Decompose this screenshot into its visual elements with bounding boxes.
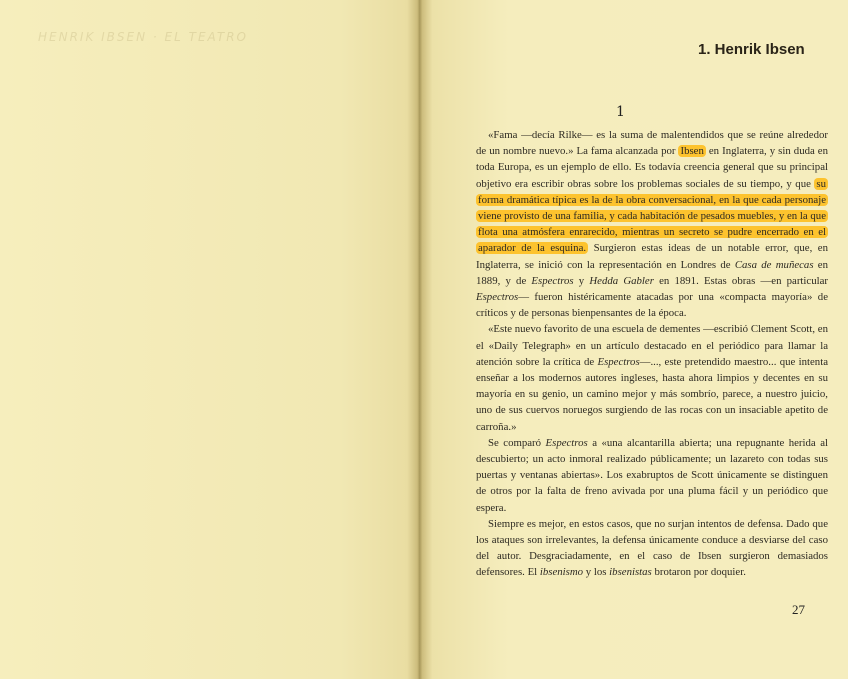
text-run: Surgieron estas ideas de un notable error, que, en Inglaterra, se inició con la representación en Londres de (476, 242, 828, 271)
highlight-passage[interactable]: su forma dramática típica es la de la obra conversacional, en la que cada personaje viene provisto de una familia, y cada habitación de pesados muebles, y en la que flota una atmósfera enrarecido, mientras un secreto se pudre encerrado en el aparador de la esquina. (478, 177, 826, 255)
italic-title: Casa de muñecas (734, 258, 814, 271)
text-run: en Inglaterra, y sin duda en toda Europa, es un ejemplo de ello. Es todavía creencia general que su principal objetivo era escribir obras sobre los problemas sociales de su tiempo, y que (476, 145, 828, 190)
italic-term: ibsenismo (539, 566, 584, 579)
text-run: a «una alcantarilla abierta; una repugnante herida al descubierto; un acto inmoral realizado públicamente; un lazareto con todas sus puertas y ventanas abiertas». Los exabruptos de Scott únicamente se distinguen de otros por la falta de freno avivada por una pluma fácil y un periódico que espera. (476, 436, 828, 514)
paragraph-1 (476, 127, 828, 321)
text-run: Se comparó (488, 436, 546, 449)
body-text (476, 127, 828, 581)
highlight-ibsen[interactable]: Ibsen (680, 145, 704, 158)
chapter-title: 1. Henrik Ibsen (698, 41, 805, 58)
text-run: en 1891. Estas obras —en particular (653, 274, 829, 287)
paragraph-3 (476, 435, 828, 516)
text-run: «Fama —decía Rilke— es la suma de malentendidos que se reúne alrededor de un nombre nuevo.» La fama alcanzada por (476, 129, 828, 158)
text-run: Siempre es mejor, en estos casos, que no surjan intentos de defensa. Dado que los ataques son irrelevantes, la defensa únicamente conduce a desviarse del caso del autor. Desgraciadamente, en el caso de Ibsen surgieron demasiados defensores. El (476, 517, 828, 579)
text-run: y los (583, 566, 610, 579)
paragraph-4 (476, 516, 828, 581)
text-run: y (573, 274, 590, 287)
italic-title: Hedda Gabler (589, 274, 654, 287)
italic-term: ibsenistas (609, 566, 652, 579)
italic-title: Espectros (531, 274, 574, 287)
italic-title: Espectros (476, 291, 519, 304)
text-run: en 1889, y de (476, 258, 828, 287)
right-page (430, 0, 848, 679)
paragraph-2 (476, 321, 828, 434)
section-number: 1 (616, 104, 625, 120)
bleed-through-text: HENRIK IBSEN · EL TEATRO (38, 30, 248, 44)
italic-title: Espectros (545, 436, 588, 449)
left-page (0, 0, 418, 679)
text-run: — fueron histéricamente atacadas por una «compacta mayoría» de críticos y de personas bienpensantes de la época. (476, 291, 828, 320)
text-run: —..., este pretendido maestro... que intenta enseñar a los modernos autores ingleses, hasta ahora limpios y decentes en su mayoría en su genio, un camino mejor y más sombrío, parece, a nuestro juicio, uno de sus cuervos noruegos surgiendo de las rocas con un insaciable apetito de carroña.» (476, 355, 828, 433)
italic-title: Espectros (597, 355, 640, 368)
text-run: «Este nuevo favorito de una escuela de dementes —escribió Clement Scott, en el «Daily Telegraph» en un artículo destacado en el periódico para llamar la atención sobre la crítica de (476, 323, 828, 368)
page-number: 27 (792, 602, 805, 617)
text-run: brotaron por doquier. (651, 566, 746, 579)
